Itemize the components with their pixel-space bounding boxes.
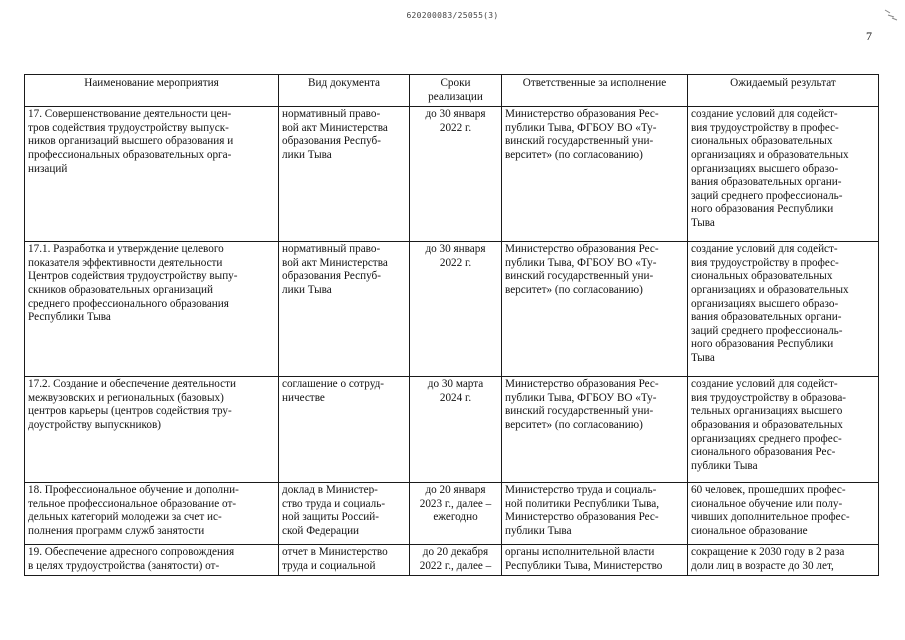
corner-mark-icon <box>883 8 899 22</box>
events-table <box>24 74 879 576</box>
table-row <box>25 483 879 545</box>
cell-result: создание условий для содейст- вия трудоустройству в профес- сиональных образовательных организациях и образовательных организациях высшего образо- вания образовательных органи- заций среднего профессиональ- ного образования Республики Тыва <box>688 242 879 377</box>
cell-name: 17.2. Создание и обеспечение деятельности межвузовских и региональных (базовых) центров карьеры (центров содействия тру- доустройству выпускников) <box>25 377 279 483</box>
cell-result: 60 человек, прошедших профес- сиональное обучение или полу- чивших дополнительное профес- сиональное образование <box>688 483 879 545</box>
cell-dates: до 30 марта 2024 г. <box>410 377 502 483</box>
column-header-name: Наименование мероприятия <box>25 75 279 107</box>
cell-doc-type: доклад в Министер- ство труда и социаль- ной защиты Россий- ской Федерации <box>279 483 410 545</box>
cell-responsible: Министерство образования Рес- публики Тыва, ФГБОУ ВО «Ту- винский государственный уни- верситет» (по согласованию) <box>502 107 688 242</box>
cell-dates: до 20 января 2023 г., далее – ежегодно <box>410 483 502 545</box>
cell-responsible: Министерство труда и социаль- ной политики Республики Тыва, Министерство образования Рес- публики Тыва <box>502 483 688 545</box>
cell-dates: до 30 января 2022 г. <box>410 242 502 377</box>
cell-result: создание условий для содейст- вия трудоустройству в профес- сиональных образовательных организациях и образовательных организациях высшего образо- вания образовательных органи- заций среднего профессиональ- ного образования Республики Тыва <box>688 107 879 242</box>
cell-name: 17.1. Разработка и утверждение целевого показателя эффективности деятельности Центров содействия трудоустройству выпу- скников образовательных организаций среднего профессионального образования Республики Тыва <box>25 242 279 377</box>
column-header-doc-type: Вид документа <box>279 75 410 107</box>
cell-result: создание условий для содейст- вия трудоустройству в образова- тельных организациях высшего образования и образовательных организациях среднего профес- сионального образования Рес- публики Тыва <box>688 377 879 483</box>
cell-name: 19. Обеспечение адресного сопровождения в целях трудоустройства (занятости) от- <box>25 545 279 576</box>
cell-responsible: Министерство образования Рес- публики Тыва, ФГБОУ ВО «Ту- винский государственный уни- верситет» (по согласованию) <box>502 377 688 483</box>
cell-responsible: Министерство образования Рес- публики Тыва, ФГБОУ ВО «Ту- винский государственный уни- верситет» (по согласованию) <box>502 242 688 377</box>
table-row <box>25 242 879 377</box>
cell-name: 18. Профессиональное обучение и дополни- тельное профессиональное образование от- дельных категорий молодежи за счет ис- полнения программ служб занятости <box>25 483 279 545</box>
page-number: 7 <box>866 29 872 43</box>
document-id: 620200083/25055(3) <box>406 11 499 20</box>
cell-responsible: органы исполнительной власти Республики Тыва, Министерство <box>502 545 688 576</box>
table-row <box>25 545 879 576</box>
cell-dates: до 20 декабря 2022 г., далее – <box>410 545 502 576</box>
cell-doc-type: отчет в Министерство труда и социальной <box>279 545 410 576</box>
cell-doc-type: нормативный право- вой акт Министерства образования Респуб- лики Тыва <box>279 242 410 377</box>
table-row <box>25 107 879 242</box>
column-header-responsible: Ответственные за исполнение <box>502 75 688 107</box>
cell-name: 17. Совершенствование деятельности цен- тров содействия трудоустройству выпуск- ников организаций высшего образования и профессиональных образовательных орга- низаций <box>25 107 279 242</box>
cell-dates: до 30 января 2022 г. <box>410 107 502 242</box>
column-header-dates: Сроки реализации <box>410 75 502 107</box>
table-row <box>25 377 879 483</box>
cell-result: сокращение к 2030 году в 2 раза доли лиц в возрасте до 30 лет, <box>688 545 879 576</box>
column-header-result: Ожидаемый результат <box>688 75 879 107</box>
table-header-row <box>25 75 879 107</box>
cell-doc-type: нормативный право- вой акт Министерства образования Респуб- лики Тыва <box>279 107 410 242</box>
cell-doc-type: соглашение о сотруд- ничестве <box>279 377 410 483</box>
